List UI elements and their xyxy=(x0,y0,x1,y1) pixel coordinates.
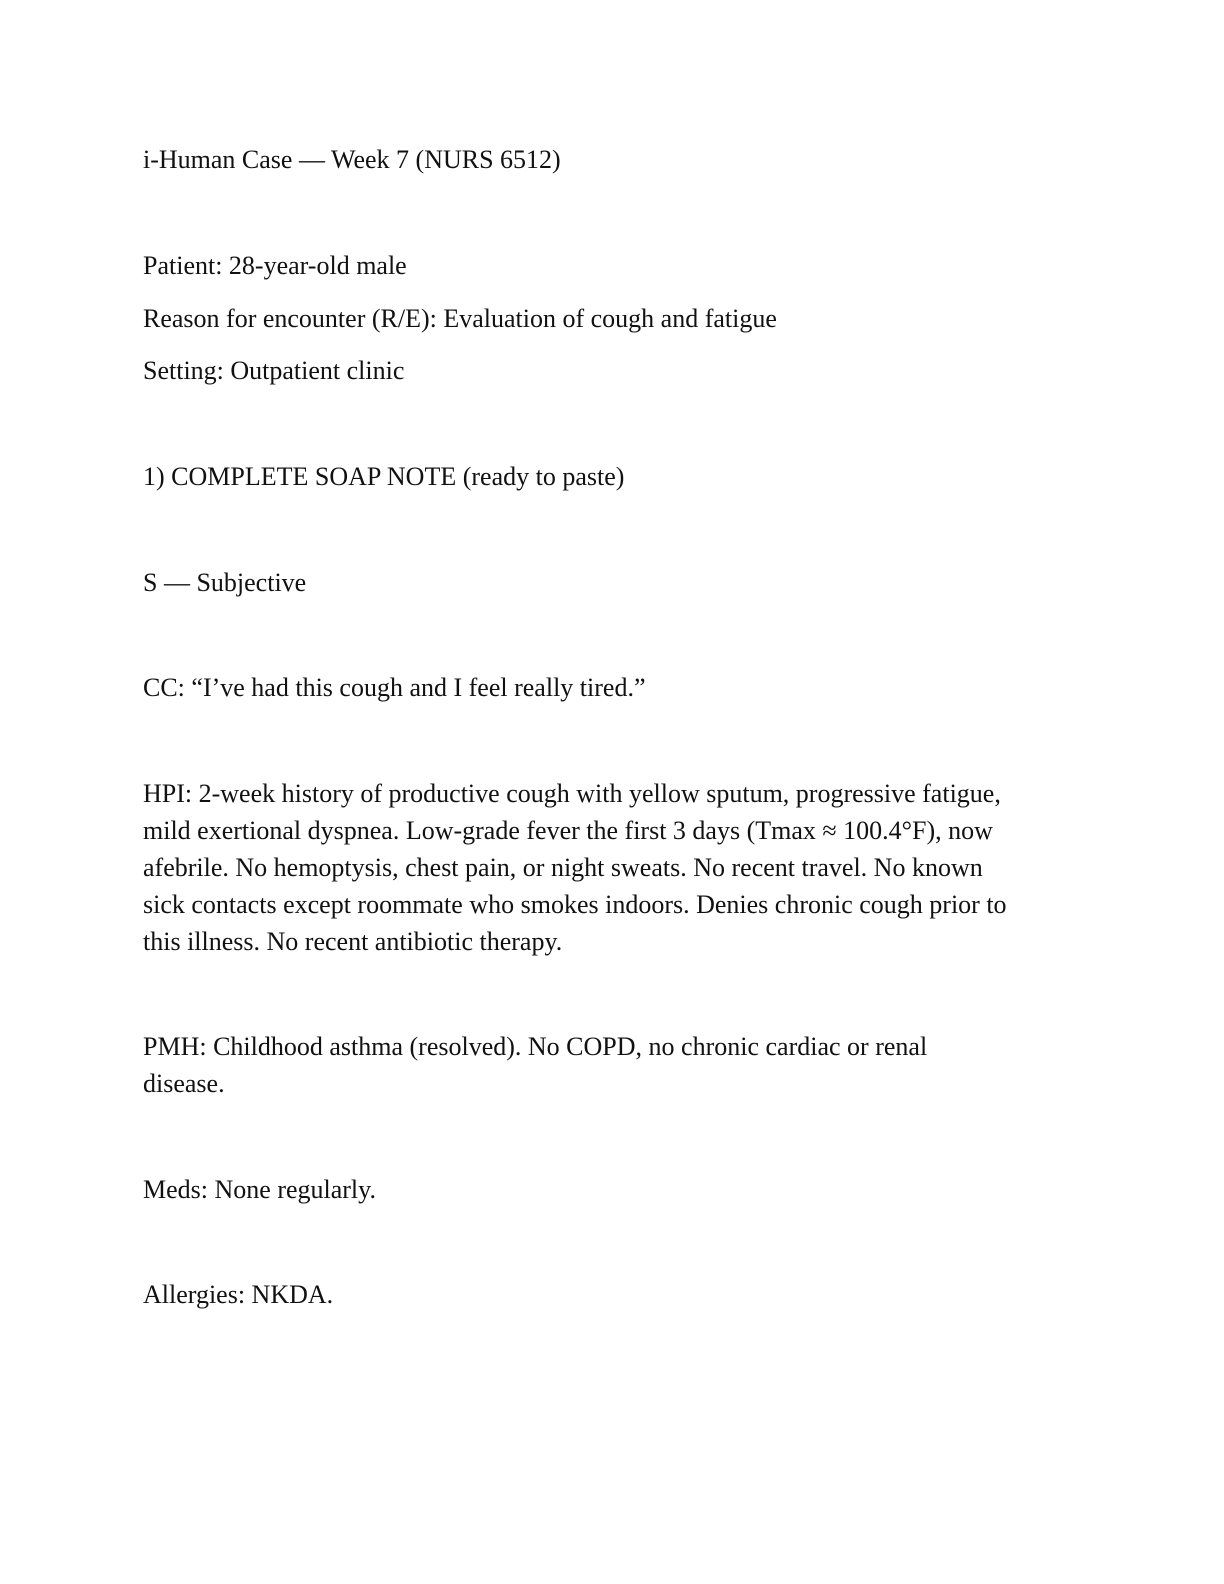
pmh-paragraph xyxy=(143,1028,1083,1102)
pmh-line: PMH: Childhood asthma (resolved). No COPD, no chronic cardiac or renal xyxy=(143,1032,928,1061)
hpi-line: sick contacts except roommate who smokes indoors. Denies chronic cough prior to xyxy=(143,890,1007,919)
hpi-line: mild exertional dyspnea. Low-grade fever the first 3 days (Tmax ≈ 100.4°F), now xyxy=(143,816,993,845)
subjective-heading: S — Subjective xyxy=(143,568,307,597)
setting-line: Setting: Outpatient clinic xyxy=(143,356,405,385)
hpi-line: HPI: 2-week history of productive cough with yellow sputum, progressive fatigue, xyxy=(143,779,1001,808)
chief-complaint: CC: “I’ve had this cough and I feel really tired.” xyxy=(143,673,646,702)
hpi-line: this illness. No recent antibiotic therapy. xyxy=(143,927,563,956)
section-heading: 1) COMPLETE SOAP NOTE (ready to paste) xyxy=(143,462,625,491)
patient-line: Patient: 28-year-old male xyxy=(143,251,407,280)
hpi-paragraph xyxy=(143,775,1083,960)
document-title: i-Human Case — Week 7 (NURS 6512) xyxy=(143,145,561,174)
pmh-line: disease. xyxy=(143,1069,225,1098)
hpi-line: afebrile. No hemoptysis, chest pain, or night sweats. No recent travel. No known xyxy=(143,853,983,882)
reason-line: Reason for encounter (R/E): Evaluation of cough and fatigue xyxy=(143,304,777,333)
allergies-line: Allergies: NKDA. xyxy=(143,1280,334,1309)
meds-line: Meds: None regularly. xyxy=(143,1175,376,1204)
